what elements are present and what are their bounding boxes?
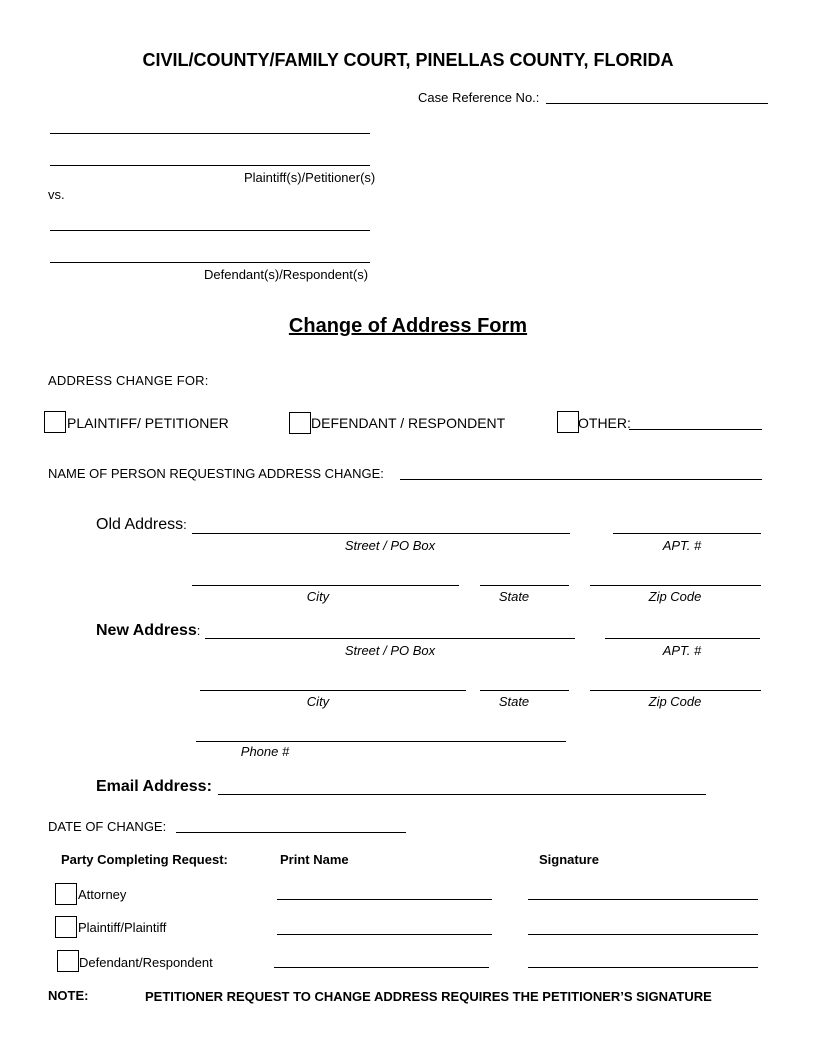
defendant-print-input[interactable] <box>276 951 487 967</box>
old-city-caption: City <box>306 589 330 604</box>
signature-header: Signature <box>539 852 599 867</box>
note-text: PETITIONER REQUEST TO CHANGE ADDRESS REQUIRES THE PETITIONER’S SIGNATURE <box>145 989 712 1004</box>
case-reference-line <box>546 103 768 104</box>
plaintiff-party-checkbox[interactable] <box>55 916 77 938</box>
case-reference-input[interactable] <box>548 87 766 103</box>
defendant-party-label: Defendant/Respondent <box>79 955 213 970</box>
date-of-change-line <box>176 832 406 833</box>
new-apt-line <box>605 638 760 639</box>
print-name-header: Print Name <box>280 852 349 867</box>
new-state-input[interactable] <box>482 674 567 690</box>
other-input[interactable] <box>631 413 760 429</box>
new-apt-input[interactable] <box>607 622 758 638</box>
defendant-caption: Defendant(s)/Respondent(s) <box>204 267 369 282</box>
plaintiff-signature-line <box>528 934 758 935</box>
new-city-input[interactable] <box>202 674 464 690</box>
other-line <box>629 429 762 430</box>
new-street-line <box>205 638 575 639</box>
new-zip-input[interactable] <box>592 674 759 690</box>
plaintiff-caption: Plaintiff(s)/Petitioner(s) <box>244 170 376 185</box>
requester-line <box>400 479 762 480</box>
attorney-print-line <box>277 899 492 900</box>
requester-label: NAME OF PERSON REQUESTING ADDRESS CHANGE: <box>48 466 384 481</box>
new-zip-caption: Zip Code <box>648 694 702 709</box>
old-state-input[interactable] <box>482 569 567 585</box>
new-city-line <box>200 690 466 691</box>
phone-caption: Phone # <box>240 744 290 759</box>
plaintiff-print-input[interactable] <box>279 918 490 934</box>
defendant-input-1[interactable] <box>52 214 368 230</box>
new-street-caption: Street / PO Box <box>344 643 436 658</box>
address-change-for-label: ADDRESS CHANGE FOR: <box>48 373 209 388</box>
old-zip-caption: Zip Code <box>648 589 702 604</box>
old-address-colon: : <box>183 517 187 532</box>
new-zip-line <box>590 690 761 691</box>
new-state-caption: State <box>498 694 530 709</box>
form-title: Change of Address Form <box>288 315 528 337</box>
old-zip-input[interactable] <box>592 569 759 585</box>
new-street-input[interactable] <box>207 622 573 638</box>
email-label: Email Address: <box>96 778 212 795</box>
defendant-signature-input[interactable] <box>530 951 756 967</box>
plaintiff-petitioner-checkbox[interactable] <box>44 411 66 433</box>
note-label: NOTE: <box>48 988 89 1003</box>
other-option-label: OTHER: <box>578 415 631 431</box>
new-state-line <box>480 690 569 691</box>
defendant-input-2[interactable] <box>52 246 368 262</box>
plaintiff-print-line <box>277 934 492 935</box>
old-street-caption: Street / PO Box <box>344 538 436 553</box>
attorney-signature-input[interactable] <box>530 883 756 899</box>
old-state-line <box>480 585 569 586</box>
old-street-input[interactable] <box>194 517 568 533</box>
date-of-change-label: DATE OF CHANGE: <box>48 819 167 834</box>
old-city-input[interactable] <box>194 569 457 585</box>
old-street-line <box>192 533 570 534</box>
plaintiff-party-label: Plaintiff/Plaintiff <box>78 920 167 935</box>
defendant-respondent-checkbox[interactable] <box>289 412 311 434</box>
plaintiff-petitioner-option-label: PLAINTIFF/ PETITIONER <box>67 415 229 431</box>
new-address-label-text: New Address <box>96 622 197 639</box>
court-title: CIVIL/COUNTY/FAMILY COURT, PINELLAS COUNTY, FLORIDA <box>142 50 674 70</box>
old-address-label-text: Old Address <box>96 516 184 533</box>
other-checkbox[interactable] <box>557 411 579 433</box>
phone-line <box>196 741 566 742</box>
defendant-print-line <box>274 967 489 968</box>
old-apt-line <box>613 533 761 534</box>
old-address-label <box>96 516 187 534</box>
plaintiff-line-2 <box>50 165 370 166</box>
email-input[interactable] <box>220 778 704 794</box>
new-apt-caption: APT. # <box>662 643 702 658</box>
defendant-line-1 <box>50 230 370 231</box>
old-zip-line <box>590 585 761 586</box>
attorney-label: Attorney <box>78 887 127 902</box>
new-address-colon: : <box>196 623 201 638</box>
defendant-line-2 <box>50 262 370 263</box>
phone-input[interactable] <box>198 725 564 741</box>
case-reference-label: Case Reference No.: <box>418 90 540 105</box>
attorney-signature-line <box>528 899 758 900</box>
old-apt-caption: APT. # <box>662 538 702 553</box>
new-address-label <box>96 622 200 640</box>
old-apt-input[interactable] <box>615 517 759 533</box>
party-header: Party Completing Request: <box>61 852 228 867</box>
attorney-print-input[interactable] <box>279 883 490 899</box>
versus-label: vs. <box>48 187 65 202</box>
requester-input[interactable] <box>402 463 760 479</box>
date-of-change-input[interactable] <box>178 816 404 832</box>
defendant-respondent-option-label: DEFENDANT / RESPONDENT <box>311 415 506 431</box>
plaintiff-signature-input[interactable] <box>530 918 756 934</box>
plaintiff-input-1[interactable] <box>52 117 368 133</box>
defendant-signature-line <box>528 967 758 968</box>
defendant-party-checkbox[interactable] <box>57 950 79 972</box>
plaintiff-input-2[interactable] <box>52 149 368 165</box>
old-city-line <box>192 585 459 586</box>
email-line <box>218 794 706 795</box>
old-state-caption: State <box>498 589 530 604</box>
plaintiff-line-1 <box>50 133 370 134</box>
attorney-checkbox[interactable] <box>55 883 77 905</box>
new-city-caption: City <box>306 694 330 709</box>
